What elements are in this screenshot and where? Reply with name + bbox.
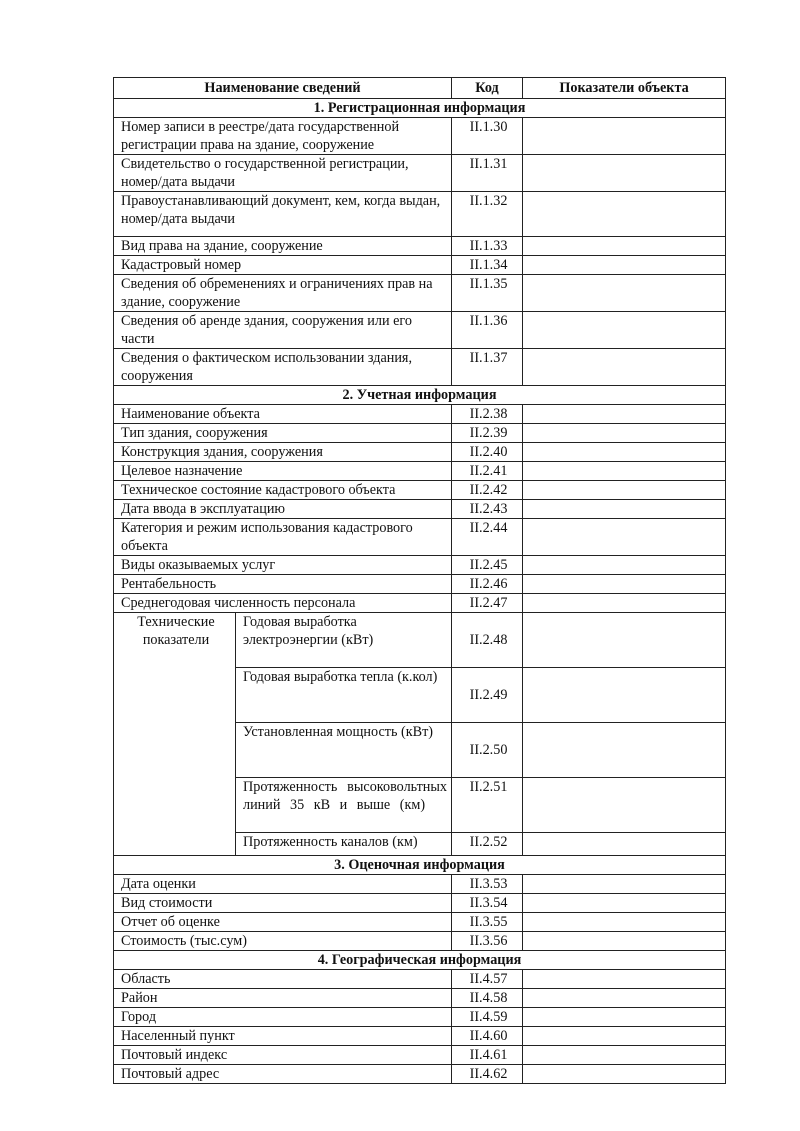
table-row <box>114 1065 726 1084</box>
row-code: II.2.42 <box>452 481 523 500</box>
row-name: Годовая выработка электроэнергии (кВт) <box>236 613 452 668</box>
table-row <box>114 519 726 556</box>
table-row <box>114 932 726 951</box>
table-row <box>114 155 726 192</box>
row-name: Город <box>114 1008 452 1027</box>
table-row <box>114 875 726 894</box>
row-name: Среднегодовая численность персонала <box>114 594 452 613</box>
row-code: II.1.34 <box>452 256 523 275</box>
row-name: Вид права на здание, сооружение <box>114 237 452 256</box>
row-name: Правоустанавливающий документ, кем, когда выдан, номер/дата выдачи <box>114 192 452 237</box>
row-value-cell[interactable] <box>523 481 726 500</box>
row-value-cell[interactable] <box>523 405 726 424</box>
row-name: Свидетельство о государственной регистрации, номер/дата выдачи <box>114 155 452 192</box>
row-name: Почтовый индекс <box>114 1046 452 1065</box>
row-code: II.1.31 <box>452 155 523 192</box>
section-title-row <box>114 856 726 875</box>
row-code: II.2.44 <box>452 519 523 556</box>
object-info-table <box>113 77 726 1084</box>
table-row <box>114 970 726 989</box>
table-row <box>114 481 726 500</box>
row-value-cell[interactable] <box>523 118 726 155</box>
table-row <box>114 594 726 613</box>
section-title: 3. Оценочная информация <box>114 856 726 875</box>
row-name: Почтовый адрес <box>114 1065 452 1084</box>
row-code: II.2.45 <box>452 556 523 575</box>
row-value-cell[interactable] <box>523 1065 726 1084</box>
row-code: II.1.33 <box>452 237 523 256</box>
table-row <box>114 989 726 1008</box>
row-code: II.4.60 <box>452 1027 523 1046</box>
row-name: Наименование объекта <box>114 405 452 424</box>
row-name: Техническое состояние кадастрового объекта <box>114 481 452 500</box>
header-name: Наименование сведений <box>114 78 452 99</box>
row-code: II.2.47 <box>452 594 523 613</box>
table-row <box>114 1027 726 1046</box>
row-code: II.3.56 <box>452 932 523 951</box>
table-row <box>114 556 726 575</box>
row-name: Конструкция здания, сооружения <box>114 443 452 462</box>
header-value: Показатели объекта <box>523 78 726 99</box>
row-code: II.1.36 <box>452 312 523 349</box>
row-value-cell[interactable] <box>523 237 726 256</box>
row-code: II.1.32 <box>452 192 523 237</box>
header-code: Код <box>452 78 523 99</box>
table-row <box>114 1046 726 1065</box>
row-value-cell[interactable] <box>523 894 726 913</box>
row-name: Установленная мощность (кВт) <box>236 723 452 778</box>
row-value-cell[interactable] <box>523 833 726 856</box>
row-name: Дата оценки <box>114 875 452 894</box>
row-name: Рентабельность <box>114 575 452 594</box>
row-value-cell[interactable] <box>523 519 726 556</box>
row-code: II.2.52 <box>452 833 523 856</box>
row-value-cell[interactable] <box>523 443 726 462</box>
table-row <box>114 256 726 275</box>
row-value-cell[interactable] <box>523 778 726 833</box>
row-name: Протяженность каналов (км) <box>236 833 452 856</box>
row-code: II.2.51 <box>452 778 523 833</box>
row-name: Населенный пункт <box>114 1027 452 1046</box>
row-name: Кадастровый номер <box>114 256 452 275</box>
table-row <box>114 913 726 932</box>
row-code: II.4.61 <box>452 1046 523 1065</box>
row-value-cell[interactable] <box>523 462 726 481</box>
row-code: II.2.41 <box>452 462 523 481</box>
table-row <box>114 462 726 481</box>
row-name: Сведения о фактическом использовании здания, сооружения <box>114 349 452 386</box>
row-value-cell[interactable] <box>523 349 726 386</box>
table-row <box>114 275 726 312</box>
row-code: II.2.39 <box>452 424 523 443</box>
row-name: Категория и режим использования кадастрового объекта <box>114 519 452 556</box>
row-name: Протяженность высоковольтных линий 35 кВ и выше (км) <box>236 778 452 833</box>
row-name: Отчет об оценке <box>114 913 452 932</box>
row-value-cell[interactable] <box>523 723 726 778</box>
section-title-row <box>114 386 726 405</box>
row-code: II.1.35 <box>452 275 523 312</box>
row-value-cell[interactable] <box>523 594 726 613</box>
row-value-cell[interactable] <box>523 424 726 443</box>
row-code: II.2.48 <box>452 613 523 668</box>
table-row <box>114 1008 726 1027</box>
row-code: II.3.54 <box>452 894 523 913</box>
table-row <box>114 405 726 424</box>
row-code: II.4.59 <box>452 1008 523 1027</box>
row-value-cell[interactable] <box>523 989 726 1008</box>
row-code: II.4.58 <box>452 989 523 1008</box>
table-row <box>114 118 726 155</box>
row-code: II.4.57 <box>452 970 523 989</box>
table-row <box>114 237 726 256</box>
row-name: Виды оказываемых услуг <box>114 556 452 575</box>
row-name: Область <box>114 970 452 989</box>
row-value-cell[interactable] <box>523 312 726 349</box>
row-value-cell[interactable] <box>523 970 726 989</box>
section-title: 4. Географическая информация <box>114 951 726 970</box>
row-value-cell[interactable] <box>523 192 726 237</box>
row-code: II.1.30 <box>452 118 523 155</box>
row-value-cell[interactable] <box>523 1008 726 1027</box>
row-value-cell[interactable] <box>523 556 726 575</box>
row-value-cell[interactable] <box>523 1046 726 1065</box>
table-row <box>114 424 726 443</box>
row-value-cell[interactable] <box>523 155 726 192</box>
row-value-cell[interactable] <box>523 1027 726 1046</box>
row-value-cell[interactable] <box>523 275 726 312</box>
row-value-cell[interactable] <box>523 256 726 275</box>
row-name: Стоимость (тыс.сум) <box>114 932 452 951</box>
row-code: II.2.40 <box>452 443 523 462</box>
row-name: Номер записи в реестре/дата государственной регистрации права на здание, сооружение <box>114 118 452 155</box>
row-code: II.1.37 <box>452 349 523 386</box>
row-value-cell[interactable] <box>523 875 726 894</box>
section-title-row <box>114 951 726 970</box>
row-code: II.2.49 <box>452 668 523 723</box>
table-row <box>114 312 726 349</box>
row-name: Тип здания, сооружения <box>114 424 452 443</box>
table-row <box>114 192 726 237</box>
table-row <box>114 894 726 913</box>
row-name: Годовая выработка тепла (к.кол) <box>236 668 452 723</box>
table-row <box>114 613 726 668</box>
row-code: II.2.50 <box>452 723 523 778</box>
row-name: Вид стоимости <box>114 894 452 913</box>
table-row <box>114 575 726 594</box>
row-name: Дата ввода в эксплуатацию <box>114 500 452 519</box>
row-value-cell[interactable] <box>523 668 726 723</box>
table-header-row <box>114 78 726 99</box>
row-value-cell[interactable] <box>523 500 726 519</box>
table-row <box>114 349 726 386</box>
row-code: II.3.53 <box>452 875 523 894</box>
section-title: 1. Регистрационная информация <box>114 99 726 118</box>
row-name: Сведения об аренде здания, сооружения или его части <box>114 312 452 349</box>
row-code: II.2.43 <box>452 500 523 519</box>
row-value-cell[interactable] <box>523 575 726 594</box>
technical-indicators-label: Технические показатели <box>114 613 236 856</box>
row-value-cell[interactable] <box>523 613 726 668</box>
table-row <box>114 443 726 462</box>
row-code: II.2.46 <box>452 575 523 594</box>
row-value-cell[interactable] <box>523 932 726 951</box>
row-name: Сведения об обременениях и ограничениях прав на здание, сооружение <box>114 275 452 312</box>
table-row <box>114 500 726 519</box>
row-code: II.3.55 <box>452 913 523 932</box>
row-code: II.2.38 <box>452 405 523 424</box>
section-title-row <box>114 99 726 118</box>
row-code: II.4.62 <box>452 1065 523 1084</box>
row-value-cell[interactable] <box>523 913 726 932</box>
row-name: Район <box>114 989 452 1008</box>
row-name: Целевое назначение <box>114 462 452 481</box>
section-title: 2. Учетная информация <box>114 386 726 405</box>
